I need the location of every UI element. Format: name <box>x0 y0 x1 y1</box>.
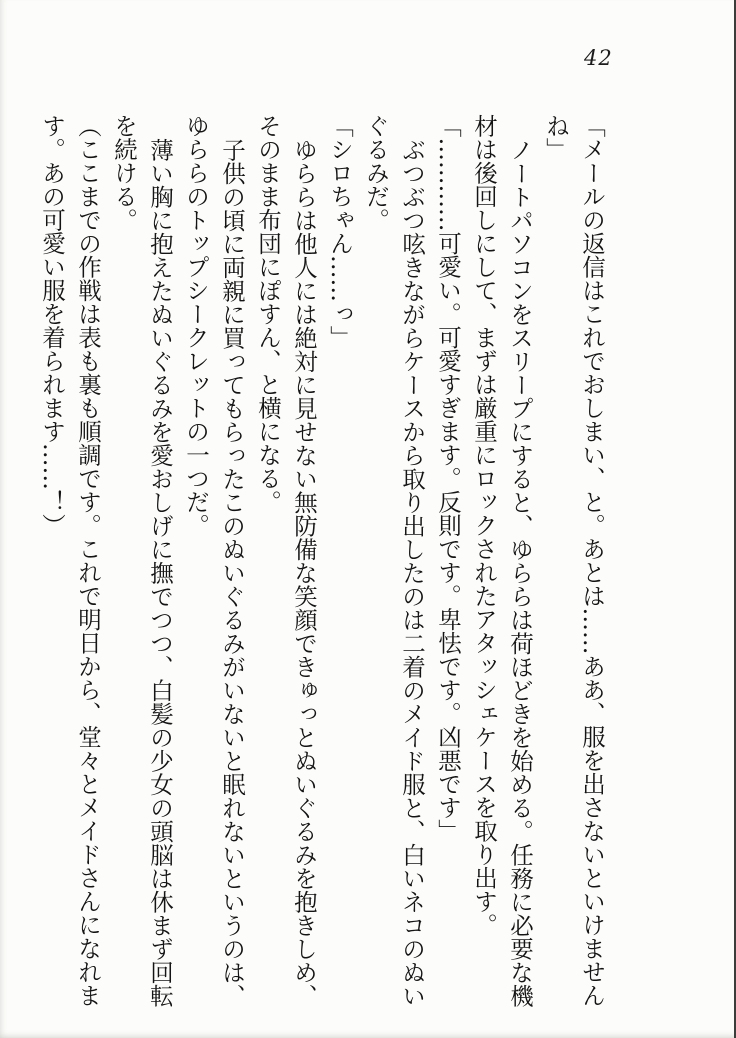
paragraph: ぶつぶつ呟きながらケースから取り出したのは二着のメイド服と、白いネコのぬいぐるみだ。 <box>362 114 426 1007</box>
paragraph: ノートパソコンをスリープにすると、ゆららは荷ほどきを始める。任務に必要な機材は後回しにして、まずは厳重にロックされたアタッシェケースを取り出す。 <box>470 114 534 1007</box>
paragraph: ゆららは他人には絶対に見せない無防備な笑顔できゅっとぬいぐるみを抱きしめ、そのまま布団にぽすん、と横になる。 <box>254 114 318 1007</box>
paragraph: 「…………可愛い。可愛すぎます。反則です。卑怯です。凶悪です」 <box>434 114 462 843</box>
paragraph: 薄い胸に抱えたぬいぐるみを愛おしげに撫でつつ、白髪の少女の頭脳は休まず回転を続ける。 <box>110 114 174 1007</box>
paragraph: 「メールの返信はこれでおしまい、と。あとは……ああ、服を出さないといけませんね」 <box>542 114 606 1007</box>
paragraph: （ここまでの作戦は表も裏も順調です。これで明日から、堂々とメイドさんになれます。あの可愛い服を着られます……！） <box>38 114 102 1007</box>
text-body <box>34 114 610 1010</box>
paragraph: 子供の頃に両親に買ってもらったこのぬいぐるみがいないと眠れないというのは、ゆららのトップシークレットの一つだ。 <box>182 114 246 1007</box>
page-number: 42 <box>584 46 613 70</box>
paragraph: 「シロちゃん……っ」 <box>326 114 354 349</box>
